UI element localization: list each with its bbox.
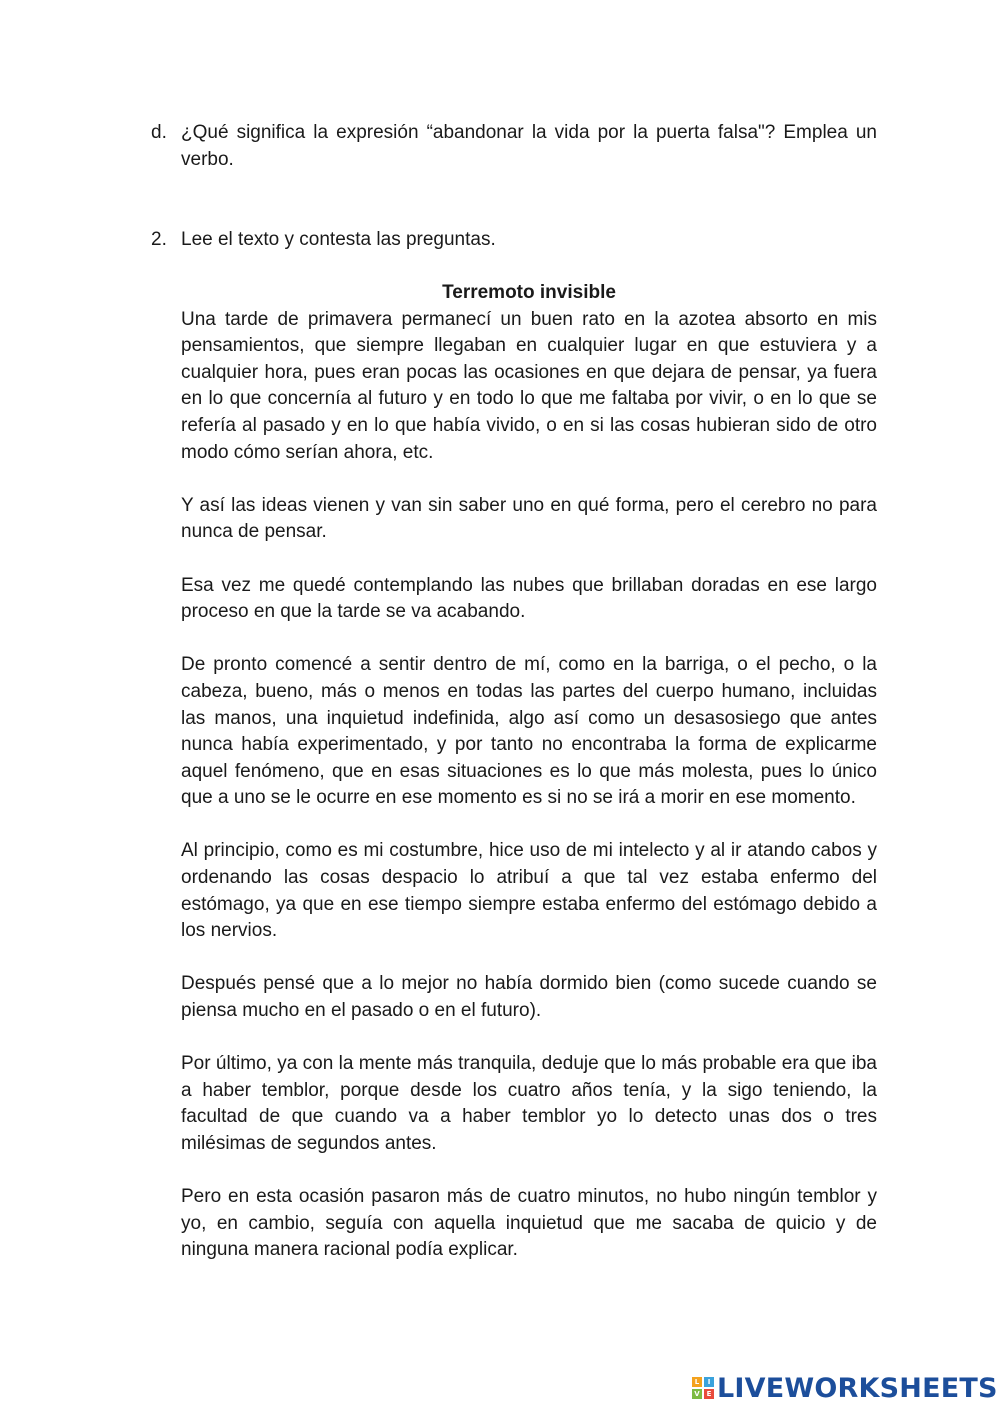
story-paragraph: Esa vez me quedé contemplando las nubes que brillaban doradas en ese largo proceso en que la tarde se va acabando. [181,574,877,623]
question-d-text: ¿Qué significa la expresión “abandonar la vida por la puerta falsa"? Emplea un verbo. [181,122,877,170]
question-2-marker: 2. [151,229,167,250]
question-2-text: Lee el texto y contesta las preguntas. [181,229,496,250]
logo-letter-e: E [704,1389,714,1399]
story-paragraph: De pronto comencé a sentir dentro de mí, como en la barriga, o el pecho, o la cabeza, bueno, más o menos en todas las partes del cuerpo humano, incluidas las manos, una inquietud indefinida, algo así como un desasosiego que antes nunca había experimentado, y por tanto no encontraba la forma de explicarme aquel fenómeno, que en esas situaciones es lo que más molesta, pues lo único que a uno se le ocurre en ese momento es si no se irá a morir en ese momento. [181,654,877,809]
story-paragraph: Después pensé que a lo mejor no había dormido bien (como sucede cuando se piensa mucho en el pasado o en el futuro). [181,973,877,1022]
story-paragraph: Por último, ya con la mente más tranquila, deduje que lo más probable era que iba a haber temblor, porque desde los cuatro años tenía, y la sigo teniendo, la facultad de que cuando va a haber temblor yo lo detecto unas dos o tres milésimas de segundos antes. [181,1053,877,1154]
story-paragraph: Una tarde de primavera permanecí un buen rato en la azotea absorto en mis pensamientos, que siempre llegaban en cualquier lugar en que estuviera y a cualquier hora, pues eran pocas las ocasiones en que dejara de pensar, ya fuera en lo que concernía al futuro y en todo lo que me faltaba por vivir, o en lo que se refería al pasado y en lo que había vivido, o en si las cosas hubieran sido de otro modo cómo serían ahora, etc. [181,308,877,463]
story-title: Terremoto invisible [442,282,616,303]
logo-letter-i: I [704,1377,714,1387]
question-d-marker: d. [151,122,167,143]
liveworksheets-logo[interactable] [692,1373,998,1403]
story-paragraph: Al principio, como es mi costumbre, hice uso de mi intelecto y al ir atando cabos y ordenando las cosas despacio lo atribuí a que tal vez estaba enfermo del estómago, ya que en ese tiempo siempre estaba enfermo del estómago debido a los nervios. [181,840,877,942]
question-d [151,120,877,173]
logo-letter-v: V [692,1389,702,1399]
story [181,280,877,1264]
logo-mark-icon [692,1377,714,1399]
logo-letter-l: L [692,1377,702,1387]
question-2 [151,227,877,254]
story-paragraph: Y así las ideas vienen y van sin saber uno en qué forma, pero el cerebro no para nunca de pensar. [181,494,877,543]
brand-name: LIVEWORKSHEETS [717,1372,998,1404]
story-paragraph: Pero en esta ocasión pasaron más de cuatro minutos, no hubo ningún temblor y yo, en cambio, seguía con aquella inquietud que me sacaba de quicio y de ninguna manera racional podía explicar. [181,1186,877,1261]
